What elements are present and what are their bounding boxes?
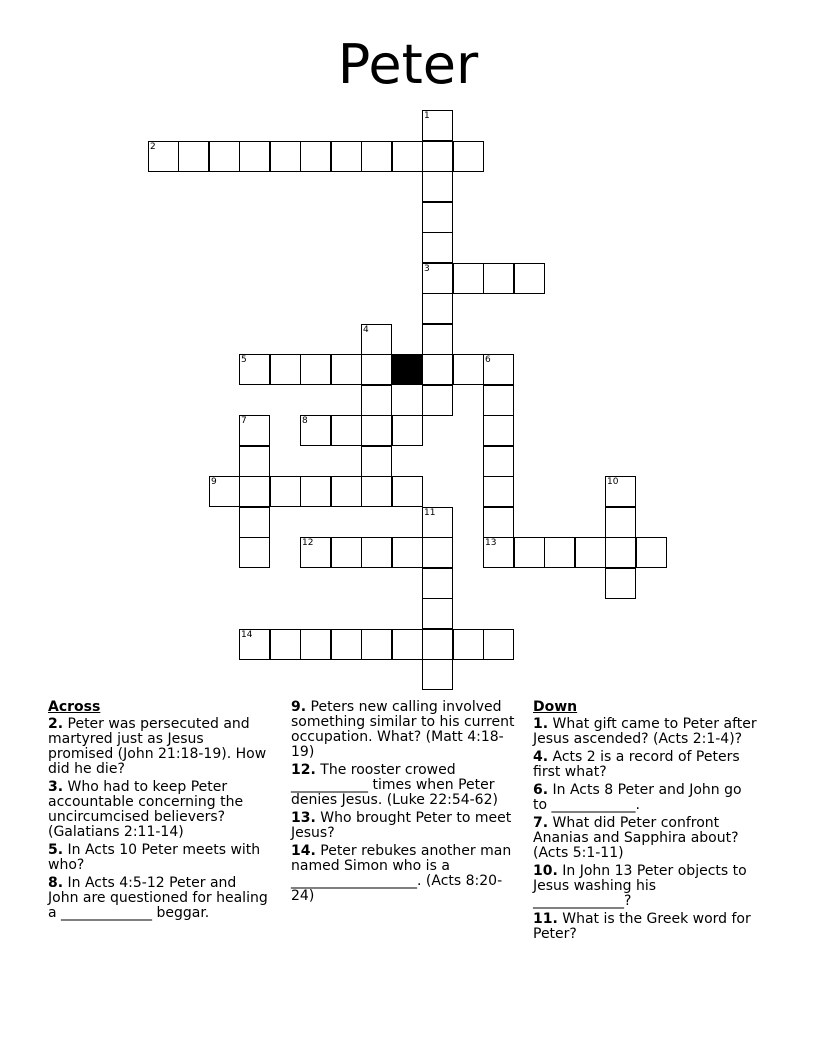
- letter-cell[interactable]: [361, 446, 392, 477]
- letter-cell[interactable]: [483, 446, 514, 477]
- letter-cell[interactable]: [270, 141, 301, 172]
- clue-across-14: [291, 844, 524, 904]
- letter-cell[interactable]: [422, 171, 453, 202]
- letter-cell[interactable]: [239, 415, 270, 446]
- letter-cell[interactable]: [209, 476, 240, 507]
- clue-down-11: [533, 912, 758, 942]
- letter-cell[interactable]: [331, 476, 362, 507]
- letter-cell[interactable]: [270, 629, 301, 660]
- clue-text: Acts 2 is a record of Peters first what?: [533, 749, 740, 780]
- letter-cell[interactable]: [239, 476, 270, 507]
- clue-number-label: 12: [302, 538, 314, 548]
- letter-cell[interactable]: [239, 446, 270, 477]
- letter-cell[interactable]: [392, 415, 423, 446]
- clue-number: 8.: [48, 875, 64, 891]
- letter-cell[interactable]: [483, 354, 514, 385]
- puzzle-title: Peter: [337, 33, 479, 96]
- letter-cell[interactable]: [636, 537, 667, 568]
- across-heading: Across: [48, 699, 101, 715]
- letter-cell[interactable]: [605, 476, 636, 507]
- letter-cell[interactable]: [331, 141, 362, 172]
- letter-cell[interactable]: [331, 354, 362, 385]
- clue-text: Peter was persecuted and martyred just as Jesus promised (John 21:18-19). How did he die?: [48, 716, 267, 777]
- clue-number: 6.: [533, 782, 549, 798]
- clue-across-5: [48, 843, 270, 873]
- letter-cell[interactable]: [422, 659, 453, 690]
- clue-number-label: 3: [424, 264, 430, 274]
- letter-cell[interactable]: [300, 476, 331, 507]
- letter-cell[interactable]: [453, 141, 484, 172]
- letter-cell[interactable]: [422, 232, 453, 263]
- clue-down-10: [533, 864, 758, 909]
- letter-cell[interactable]: [483, 476, 514, 507]
- clue-across-9: [291, 700, 524, 760]
- clue-text: Peter rebukes another man named Simon who is a __________________. (Acts 8:20-24): [291, 843, 512, 904]
- letter-cell[interactable]: [239, 507, 270, 538]
- clue-text: What is the Greek word for Peter?: [533, 911, 751, 942]
- letter-cell[interactable]: [361, 324, 392, 355]
- letter-cell[interactable]: [361, 385, 392, 416]
- letter-cell[interactable]: [514, 263, 545, 294]
- clue-number-label: 5: [241, 355, 247, 365]
- letter-cell[interactable]: [209, 141, 240, 172]
- letter-cell[interactable]: [422, 598, 453, 629]
- letter-cell[interactable]: [239, 537, 270, 568]
- letter-cell[interactable]: [422, 629, 453, 660]
- clue-across-3: [48, 780, 270, 840]
- letter-cell[interactable]: [422, 507, 453, 538]
- letter-cell[interactable]: [422, 263, 453, 294]
- letter-cell[interactable]: [453, 263, 484, 294]
- letter-cell[interactable]: [331, 629, 362, 660]
- clue-number-label: 7: [241, 416, 247, 426]
- letter-cell[interactable]: [422, 110, 453, 141]
- letter-cell[interactable]: [392, 476, 423, 507]
- clue-text: In Acts 8 Peter and John go to ____________.: [533, 782, 742, 813]
- letter-cell[interactable]: [300, 537, 331, 568]
- letter-cell[interactable]: [422, 385, 453, 416]
- letter-cell[interactable]: [331, 415, 362, 446]
- letter-cell[interactable]: [483, 629, 514, 660]
- clue-number-label: 1: [424, 111, 430, 121]
- clue-across-13: [291, 811, 524, 841]
- clue-number: 4.: [533, 749, 549, 765]
- letter-cell[interactable]: [392, 141, 423, 172]
- clue-number: 7.: [533, 815, 549, 831]
- letter-cell[interactable]: [300, 141, 331, 172]
- clue-text: Who had to keep Peter accountable concerning the uncircumcised believers? (Galatians 2:11-14): [48, 779, 244, 840]
- clue-down-6: [533, 783, 758, 813]
- letter-cell[interactable]: [483, 385, 514, 416]
- letter-cell[interactable]: [331, 537, 362, 568]
- letter-cell[interactable]: [270, 476, 301, 507]
- letter-cell[interactable]: [361, 354, 392, 385]
- clue-text: The rooster crowed ___________ times when Peter denies Jesus. (Luke 22:54-62): [291, 762, 498, 808]
- letter-cell[interactable]: [392, 537, 423, 568]
- letter-cell[interactable]: [178, 141, 209, 172]
- letter-cell[interactable]: [422, 293, 453, 324]
- clue-number-label: 6: [485, 355, 491, 365]
- letter-cell[interactable]: [361, 415, 392, 446]
- letter-cell[interactable]: [392, 629, 423, 660]
- letter-cell[interactable]: [300, 629, 331, 660]
- letter-cell[interactable]: [361, 537, 392, 568]
- letter-cell[interactable]: [422, 141, 453, 172]
- letter-cell[interactable]: [239, 629, 270, 660]
- across-clues-column: [48, 700, 270, 924]
- clue-number-label: 13: [485, 538, 497, 548]
- clue-number-label: 4: [363, 325, 369, 335]
- clue-number: 1.: [533, 716, 549, 732]
- letter-cell[interactable]: [605, 568, 636, 599]
- down-clues-column: [533, 700, 758, 945]
- letter-cell[interactable]: [270, 354, 301, 385]
- letter-cell[interactable]: [483, 263, 514, 294]
- clue-text: What gift came to Peter after Jesus ascended? (Acts 2:1-4)?: [533, 716, 757, 747]
- letter-cell[interactable]: [453, 354, 484, 385]
- clue-number-label: 2: [150, 142, 156, 152]
- across-clues-continued-column: [291, 700, 524, 907]
- letter-cell[interactable]: [422, 324, 453, 355]
- letter-cell[interactable]: [453, 629, 484, 660]
- letter-cell[interactable]: [361, 141, 392, 172]
- clue-across-12: [291, 763, 524, 808]
- clue-text: In Acts 10 Peter meets with who?: [48, 842, 261, 873]
- clue-text: In John 13 Peter objects to Jesus washing his _____________?: [533, 863, 747, 909]
- letter-cell[interactable]: [575, 537, 606, 568]
- clue-number: 9.: [291, 699, 307, 715]
- clue-number: 5.: [48, 842, 64, 858]
- clue-text: In Acts 4:5-12 Peter and John are questioned for healing a _____________ beggar.: [48, 875, 268, 921]
- clue-number: 14.: [291, 843, 316, 859]
- clue-down-1: [533, 717, 758, 747]
- letter-cell[interactable]: [300, 354, 331, 385]
- clue-number: 13.: [291, 810, 316, 826]
- clue-number-label: 14: [241, 630, 253, 640]
- letter-cell[interactable]: [514, 537, 545, 568]
- letter-cell[interactable]: [361, 476, 392, 507]
- down-heading: Down: [533, 699, 578, 715]
- letter-cell[interactable]: [605, 537, 636, 568]
- clue-text: Who brought Peter to meet Jesus?: [291, 810, 512, 841]
- letter-cell[interactable]: [422, 354, 453, 385]
- clue-down-7: [533, 816, 758, 861]
- clue-number: 11.: [533, 911, 558, 927]
- clue-across-2: [48, 717, 270, 777]
- letter-cell[interactable]: [422, 202, 453, 233]
- letter-cell[interactable]: [483, 507, 514, 538]
- clue-number-label: 8: [302, 416, 308, 426]
- clue-across-8: [48, 876, 270, 921]
- clue-number-label: 9: [211, 477, 217, 487]
- letter-cell[interactable]: [483, 537, 514, 568]
- clue-number: 3.: [48, 779, 64, 795]
- letter-cell[interactable]: [544, 537, 575, 568]
- letter-cell[interactable]: [605, 507, 636, 538]
- letter-cell[interactable]: [148, 141, 179, 172]
- clue-number: 10.: [533, 863, 558, 879]
- letter-cell[interactable]: [239, 354, 270, 385]
- letter-cell[interactable]: [361, 629, 392, 660]
- black-square: [392, 354, 423, 385]
- clue-number: 12.: [291, 762, 316, 778]
- clue-text: What did Peter confront Ananias and Sapphira about? (Acts 5:1-11): [533, 815, 739, 861]
- clue-down-4: [533, 750, 758, 780]
- clue-number-label: 10: [607, 477, 619, 487]
- clue-text: Peters new calling involved something similar to his current occupation. What? (Matt 4:18-19): [291, 699, 515, 760]
- clue-number-label: 11: [424, 508, 436, 518]
- letter-cell[interactable]: [422, 537, 453, 568]
- clue-number: 2.: [48, 716, 64, 732]
- letter-cell[interactable]: [422, 568, 453, 599]
- letter-cell[interactable]: [483, 415, 514, 446]
- letter-cell[interactable]: [239, 141, 270, 172]
- letter-cell[interactable]: [300, 415, 331, 446]
